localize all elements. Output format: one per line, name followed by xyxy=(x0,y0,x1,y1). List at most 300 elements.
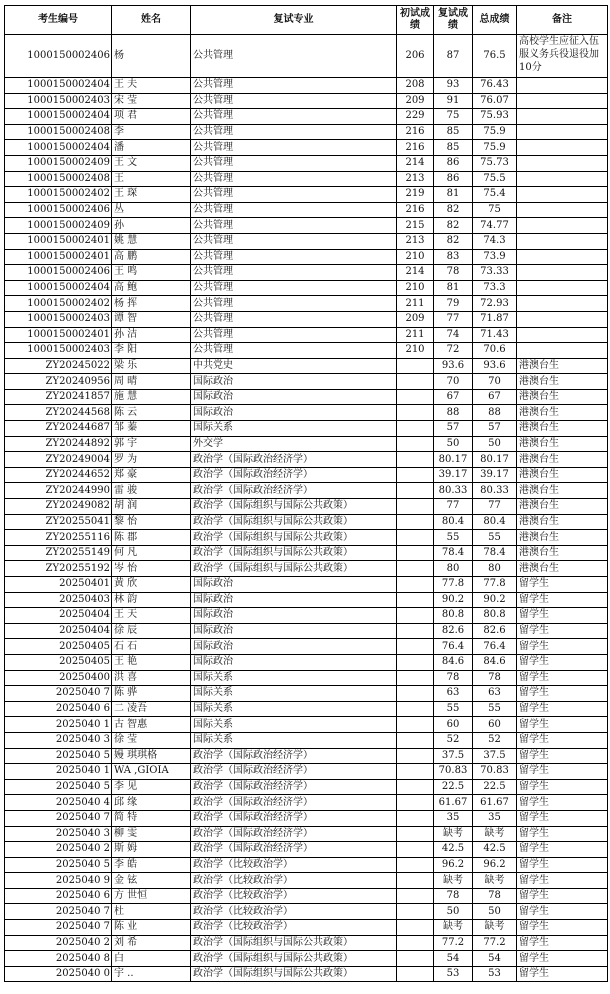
retest-score-cell: 79 xyxy=(434,296,473,312)
prelim-score-cell xyxy=(397,904,434,920)
major-cell: 政治学（比较政治学） xyxy=(191,904,397,920)
name-cell: 邱 缘 xyxy=(112,795,191,811)
name-cell: 陈 骅 xyxy=(112,686,191,702)
name-cell: 刘 希 xyxy=(112,935,191,951)
table-row xyxy=(5,483,608,499)
major-cell: 外交学 xyxy=(191,436,397,452)
retest-score-cell: 22.5 xyxy=(434,779,473,795)
total-score-cell: 78 xyxy=(473,670,517,686)
major-cell: 政治学（国际组织与国际公共政策） xyxy=(191,951,397,967)
remark-cell xyxy=(517,343,608,359)
table-row xyxy=(5,218,608,234)
student-id-cell: 1000150002406 xyxy=(5,202,112,218)
name-cell: 王 夫 xyxy=(112,78,191,94)
name-cell: 郭 宇 xyxy=(112,436,191,452)
prelim-score-cell: 229 xyxy=(397,109,434,125)
retest-score-cell: 77 xyxy=(434,311,473,327)
total-score-cell: 74.3 xyxy=(473,233,517,249)
table-row xyxy=(5,920,608,936)
retest-score-cell: 85 xyxy=(434,140,473,156)
student-id-cell: 2025040 2 xyxy=(5,842,112,858)
prelim-score-cell xyxy=(397,608,434,624)
total-score-cell: 75 xyxy=(473,202,517,218)
major-cell: 国际关系 xyxy=(191,686,397,702)
prelim-score-cell: 209 xyxy=(397,311,434,327)
name-cell: 岑 怡 xyxy=(112,561,191,577)
major-cell: 国际关系 xyxy=(191,421,397,437)
retest-score-cell: 78 xyxy=(434,265,473,281)
table-row xyxy=(5,873,608,889)
name-cell: 柳 雯 xyxy=(112,826,191,842)
remark-cell: 留学生 xyxy=(517,904,608,920)
student-id-cell: 2025040 4 xyxy=(5,795,112,811)
student-id-cell: ZY20255116 xyxy=(5,530,112,546)
total-score-cell: 61.67 xyxy=(473,795,517,811)
student-id-cell: 1000150002401 xyxy=(5,249,112,265)
name-cell: 胡 润 xyxy=(112,499,191,515)
retest-score-cell: 77 xyxy=(434,499,473,515)
name-cell: 李 阳 xyxy=(112,343,191,359)
major-cell: 政治学（国际组织与国际公共政策） xyxy=(191,935,397,951)
student-id-cell: 1000150002403 xyxy=(5,93,112,109)
major-cell: 政治学（国际政治经济学） xyxy=(191,810,397,826)
major-cell: 公共管理 xyxy=(191,280,397,296)
student-id-cell: 1000150002402 xyxy=(5,187,112,203)
table-row xyxy=(5,358,608,374)
student-id-cell: 20250401 xyxy=(5,577,112,593)
table-row xyxy=(5,374,608,390)
remark-cell: 港澳台生 xyxy=(517,483,608,499)
retest-score-cell: 82 xyxy=(434,233,473,249)
remark-cell: 港澳台生 xyxy=(517,467,608,483)
retest-score-cell: 78.4 xyxy=(434,545,473,561)
name-cell: 王 xyxy=(112,171,191,187)
remark-cell: 留学生 xyxy=(517,966,608,982)
major-cell: 公共管理 xyxy=(191,78,397,94)
retest-score-cell: 57 xyxy=(434,421,473,437)
retest-score-cell: 50 xyxy=(434,904,473,920)
table-row xyxy=(5,311,608,327)
total-score-cell: 71.43 xyxy=(473,327,517,343)
remark-cell xyxy=(517,311,608,327)
retest-score-cell: 缺考 xyxy=(434,826,473,842)
prelim-score-cell xyxy=(397,639,434,655)
remark-cell: 留学生 xyxy=(517,732,608,748)
table-row xyxy=(5,577,608,593)
major-cell: 公共管理 xyxy=(191,311,397,327)
name-cell: 二 凌吾 xyxy=(112,701,191,717)
major-cell: 公共管理 xyxy=(191,218,397,234)
total-score-cell: 72.93 xyxy=(473,296,517,312)
total-score-cell: 80 xyxy=(473,561,517,577)
retest-score-cell: 80.33 xyxy=(434,483,473,499)
total-score-cell: 80.8 xyxy=(473,608,517,624)
prelim-score-cell xyxy=(397,810,434,826)
major-cell: 公共管理 xyxy=(191,249,397,265)
prelim-score-cell xyxy=(397,701,434,717)
major-cell: 政治学（国际政治经济学） xyxy=(191,483,397,499)
name-cell: 杨 挥 xyxy=(112,296,191,312)
name-cell: 金 铉 xyxy=(112,873,191,889)
retest-score-cell: 缺考 xyxy=(434,920,473,936)
retest-score-cell: 82 xyxy=(434,218,473,234)
total-score-cell: 22.5 xyxy=(473,779,517,795)
table-row xyxy=(5,343,608,359)
student-id-cell: 2025040 3 xyxy=(5,732,112,748)
major-cell: 政治学（比较政治学） xyxy=(191,920,397,936)
major-cell: 国际关系 xyxy=(191,717,397,733)
prelim-score-cell xyxy=(397,717,434,733)
student-id-cell: 2025040 5 xyxy=(5,748,112,764)
retest-score-cell: 61.67 xyxy=(434,795,473,811)
remark-cell xyxy=(517,280,608,296)
name-cell: 邹 蓁 xyxy=(112,421,191,437)
retest-score-cell: 82.6 xyxy=(434,623,473,639)
total-score-cell: 70.6 xyxy=(473,343,517,359)
total-score-cell: 70.83 xyxy=(473,764,517,780)
remark-cell xyxy=(517,171,608,187)
remark-cell: 留学生 xyxy=(517,888,608,904)
retest-score-cell: 96.2 xyxy=(434,857,473,873)
total-score-cell: 71.87 xyxy=(473,311,517,327)
table-row xyxy=(5,904,608,920)
total-score-cell: 缺考 xyxy=(473,826,517,842)
prelim-score-cell xyxy=(397,483,434,499)
retest-score-cell: 91 xyxy=(434,93,473,109)
major-cell: 政治学（国际政治经济学） xyxy=(191,779,397,795)
student-id-cell: 2025040 6 xyxy=(5,888,112,904)
name-cell: 李 见 xyxy=(112,779,191,795)
name-cell: 潘 xyxy=(112,140,191,156)
remark-cell: 留学生 xyxy=(517,654,608,670)
header-name: 姓名 xyxy=(112,6,191,35)
total-score-cell: 76.4 xyxy=(473,639,517,655)
table-row xyxy=(5,810,608,826)
total-score-cell: 76.5 xyxy=(473,35,517,78)
total-score-cell: 88 xyxy=(473,405,517,421)
remark-cell xyxy=(517,109,608,125)
retest-score-cell: 80.8 xyxy=(434,608,473,624)
name-cell: 梁 乐 xyxy=(112,358,191,374)
student-id-cell: 2025040 3 xyxy=(5,826,112,842)
retest-score-cell: 42.5 xyxy=(434,842,473,858)
remark-cell: 港澳台生 xyxy=(517,499,608,515)
retest-score-cell: 86 xyxy=(434,155,473,171)
retest-score-cell: 88 xyxy=(434,405,473,421)
remark-cell: 留学生 xyxy=(517,670,608,686)
student-id-cell: 2025040 7 xyxy=(5,686,112,702)
retest-score-cell: 81 xyxy=(434,280,473,296)
remark-cell: 留学生 xyxy=(517,810,608,826)
student-id-cell: 2025040 5 xyxy=(5,779,112,795)
table-row xyxy=(5,623,608,639)
remark-cell: 港澳台生 xyxy=(517,561,608,577)
student-id-cell: 2025040 7 xyxy=(5,810,112,826)
student-id-cell: ZY20244568 xyxy=(5,405,112,421)
name-cell: 石 石 xyxy=(112,639,191,655)
remark-cell: 港澳台生 xyxy=(517,545,608,561)
retest-score-cell: 54 xyxy=(434,951,473,967)
name-cell: 周 晴 xyxy=(112,374,191,390)
student-id-cell: 2025040 7 xyxy=(5,920,112,936)
prelim-score-cell xyxy=(397,545,434,561)
table-row xyxy=(5,389,608,405)
total-score-cell: 63 xyxy=(473,686,517,702)
total-score-cell: 80.17 xyxy=(473,452,517,468)
name-cell: 嫚 琪琪格 xyxy=(112,748,191,764)
student-id-cell: 20250405 xyxy=(5,654,112,670)
major-cell: 国际政治 xyxy=(191,374,397,390)
prelim-score-cell: 216 xyxy=(397,140,434,156)
total-score-cell: 39.17 xyxy=(473,467,517,483)
remark-cell xyxy=(517,93,608,109)
major-cell: 政治学（国际组织与国际公共政策） xyxy=(191,499,397,515)
student-id-cell: 2025040 0 xyxy=(5,966,112,982)
table-row xyxy=(5,124,608,140)
table-row xyxy=(5,592,608,608)
total-score-cell: 93.6 xyxy=(473,358,517,374)
student-id-cell: 2025040 2 xyxy=(5,935,112,951)
prelim-score-cell xyxy=(397,405,434,421)
prelim-score-cell: 213 xyxy=(397,171,434,187)
name-cell: 宇 .. xyxy=(112,966,191,982)
table-row xyxy=(5,701,608,717)
name-cell: 施 慧 xyxy=(112,389,191,405)
total-score-cell: 55 xyxy=(473,701,517,717)
retest-score-cell: 70.83 xyxy=(434,764,473,780)
remark-cell xyxy=(517,155,608,171)
student-id-cell: 2025040 5 xyxy=(5,857,112,873)
student-id-cell: 2025040 7 xyxy=(5,904,112,920)
name-cell: 陈 云 xyxy=(112,405,191,421)
remark-cell xyxy=(517,140,608,156)
table-row xyxy=(5,826,608,842)
student-id-cell: 20250400 xyxy=(5,670,112,686)
prelim-score-cell: 216 xyxy=(397,202,434,218)
retest-score-cell: 77.8 xyxy=(434,577,473,593)
remark-cell: 港澳台生 xyxy=(517,374,608,390)
total-score-cell: 57 xyxy=(473,421,517,437)
student-id-cell: 20250404 xyxy=(5,623,112,639)
table-row xyxy=(5,421,608,437)
table-row xyxy=(5,78,608,94)
major-cell: 国际政治 xyxy=(191,389,397,405)
retest-score-cell: 52 xyxy=(434,732,473,748)
remark-cell: 港澳台生 xyxy=(517,421,608,437)
major-cell: 政治学（国际政治经济学） xyxy=(191,842,397,858)
major-cell: 公共管理 xyxy=(191,233,397,249)
total-score-cell: 75.73 xyxy=(473,155,517,171)
name-cell: 李 xyxy=(112,124,191,140)
prelim-score-cell xyxy=(397,374,434,390)
name-cell: 郑 豪 xyxy=(112,467,191,483)
prelim-score-cell xyxy=(397,857,434,873)
prelim-score-cell xyxy=(397,951,434,967)
remark-cell: 留学生 xyxy=(517,951,608,967)
name-cell: 谭 智 xyxy=(112,311,191,327)
table-row xyxy=(5,639,608,655)
prelim-score-cell xyxy=(397,888,434,904)
remark-cell: 留学生 xyxy=(517,764,608,780)
table-row xyxy=(5,608,608,624)
prelim-score-cell: 210 xyxy=(397,280,434,296)
table-row xyxy=(5,748,608,764)
table-row xyxy=(5,764,608,780)
remark-cell: 港澳台生 xyxy=(517,358,608,374)
retest-score-cell: 75 xyxy=(434,109,473,125)
total-score-cell: 96.2 xyxy=(473,857,517,873)
student-id-cell: ZY20244652 xyxy=(5,467,112,483)
header-id: 考生编号 xyxy=(5,6,112,35)
prelim-score-cell xyxy=(397,842,434,858)
retest-score-cell: 81 xyxy=(434,187,473,203)
student-id-cell: 2025040 1 xyxy=(5,717,112,733)
student-id-cell: 1000150002403 xyxy=(5,343,112,359)
student-id-cell: ZY20244687 xyxy=(5,421,112,437)
name-cell: 王 琛 xyxy=(112,187,191,203)
total-score-cell: 60 xyxy=(473,717,517,733)
student-id-cell: 1000150002402 xyxy=(5,296,112,312)
prelim-score-cell xyxy=(397,592,434,608)
name-cell: 丛 xyxy=(112,202,191,218)
student-id-cell: ZY20241857 xyxy=(5,389,112,405)
major-cell: 政治学（国际组织与国际公共政策） xyxy=(191,545,397,561)
name-cell: 孙 洁 xyxy=(112,327,191,343)
name-cell: 陈 业 xyxy=(112,920,191,936)
remark-cell: 留学生 xyxy=(517,935,608,951)
major-cell: 公共管理 xyxy=(191,35,397,78)
major-cell: 国际政治 xyxy=(191,592,397,608)
student-id-cell: 1000150002409 xyxy=(5,155,112,171)
table-row xyxy=(5,514,608,530)
retest-score-cell: 77.2 xyxy=(434,935,473,951)
retest-score-cell: 55 xyxy=(434,701,473,717)
retest-score-cell: 37.5 xyxy=(434,748,473,764)
remark-cell: 留学生 xyxy=(517,920,608,936)
total-score-cell: 37.5 xyxy=(473,748,517,764)
total-score-cell: 52 xyxy=(473,732,517,748)
student-id-cell: 1000150002409 xyxy=(5,218,112,234)
table-row xyxy=(5,109,608,125)
header-major: 复试专业 xyxy=(191,6,397,35)
table-row xyxy=(5,467,608,483)
name-cell: 洪 喜 xyxy=(112,670,191,686)
name-cell: 罗 为 xyxy=(112,452,191,468)
retest-score-cell: 87 xyxy=(434,35,473,78)
total-score-cell: 54 xyxy=(473,951,517,967)
student-id-cell: ZY20240956 xyxy=(5,374,112,390)
student-id-cell: 1000150002401 xyxy=(5,327,112,343)
name-cell: 徐 莹 xyxy=(112,732,191,748)
major-cell: 国际政治 xyxy=(191,639,397,655)
retest-score-cell: 35 xyxy=(434,810,473,826)
prelim-score-cell xyxy=(397,421,434,437)
name-cell: 王 文 xyxy=(112,155,191,171)
name-cell: WA ,GIOIA xyxy=(112,764,191,780)
table-row xyxy=(5,561,608,577)
prelim-score-cell xyxy=(397,966,434,982)
total-score-cell: 80.33 xyxy=(473,483,517,499)
student-id-cell: 1000150002404 xyxy=(5,78,112,94)
retest-score-cell: 80.4 xyxy=(434,514,473,530)
student-id-cell: 1000150002403 xyxy=(5,311,112,327)
table-row xyxy=(5,405,608,421)
table-row xyxy=(5,530,608,546)
major-cell: 公共管理 xyxy=(191,155,397,171)
total-score-cell: 50 xyxy=(473,904,517,920)
major-cell: 政治学（国际政治经济学） xyxy=(191,748,397,764)
remark-cell: 留学生 xyxy=(517,592,608,608)
remark-cell: 港澳台生 xyxy=(517,452,608,468)
student-id-cell: 20250403 xyxy=(5,592,112,608)
remark-cell xyxy=(517,78,608,94)
table-row xyxy=(5,327,608,343)
retest-score-cell: 74 xyxy=(434,327,473,343)
prelim-score-cell: 211 xyxy=(397,296,434,312)
name-cell: 杨 xyxy=(112,35,191,78)
retest-score-cell: 90.2 xyxy=(434,592,473,608)
prelim-score-cell: 219 xyxy=(397,187,434,203)
table-row xyxy=(5,202,608,218)
major-cell: 国际政治 xyxy=(191,623,397,639)
total-score-cell: 78 xyxy=(473,888,517,904)
remark-cell: 留学生 xyxy=(517,826,608,842)
total-score-cell: 82.6 xyxy=(473,623,517,639)
table-row xyxy=(5,233,608,249)
total-score-cell: 75.93 xyxy=(473,109,517,125)
remark-cell: 留学生 xyxy=(517,873,608,889)
major-cell: 政治学（国际政治经济学） xyxy=(191,764,397,780)
total-score-cell: 75.4 xyxy=(473,187,517,203)
remark-cell: 留学生 xyxy=(517,701,608,717)
remark-cell xyxy=(517,296,608,312)
total-score-cell: 77.2 xyxy=(473,935,517,951)
retest-score-cell: 78 xyxy=(434,888,473,904)
prelim-score-cell: 214 xyxy=(397,265,434,281)
header-row xyxy=(5,6,608,35)
remark-cell xyxy=(517,218,608,234)
total-score-cell: 80.4 xyxy=(473,514,517,530)
prelim-score-cell xyxy=(397,670,434,686)
prelim-score-cell: 211 xyxy=(397,327,434,343)
remark-cell: 留学生 xyxy=(517,748,608,764)
total-score-cell: 76.07 xyxy=(473,93,517,109)
retest-score-cell: 83 xyxy=(434,249,473,265)
total-score-cell: 77.8 xyxy=(473,577,517,593)
major-cell: 公共管理 xyxy=(191,202,397,218)
retest-score-cell: 93 xyxy=(434,78,473,94)
prelim-score-cell xyxy=(397,436,434,452)
name-cell: 简 特 xyxy=(112,810,191,826)
total-score-cell: 55 xyxy=(473,530,517,546)
student-id-cell: ZY20245022 xyxy=(5,358,112,374)
total-score-cell: 73.9 xyxy=(473,249,517,265)
prelim-score-cell xyxy=(397,452,434,468)
major-cell: 政治学（国际组织与国际公共政策） xyxy=(191,514,397,530)
name-cell: 杜 xyxy=(112,904,191,920)
prelim-score-cell: 210 xyxy=(397,343,434,359)
student-id-cell: 1000150002404 xyxy=(5,140,112,156)
remark-cell xyxy=(517,265,608,281)
table-row xyxy=(5,499,608,515)
total-score-cell: 78.4 xyxy=(473,545,517,561)
student-id-cell: 1000150002408 xyxy=(5,124,112,140)
total-score-cell: 74.77 xyxy=(473,218,517,234)
retest-score-cell: 80 xyxy=(434,561,473,577)
table-row xyxy=(5,842,608,858)
major-cell: 公共管理 xyxy=(191,109,397,125)
remark-cell: 留学生 xyxy=(517,577,608,593)
